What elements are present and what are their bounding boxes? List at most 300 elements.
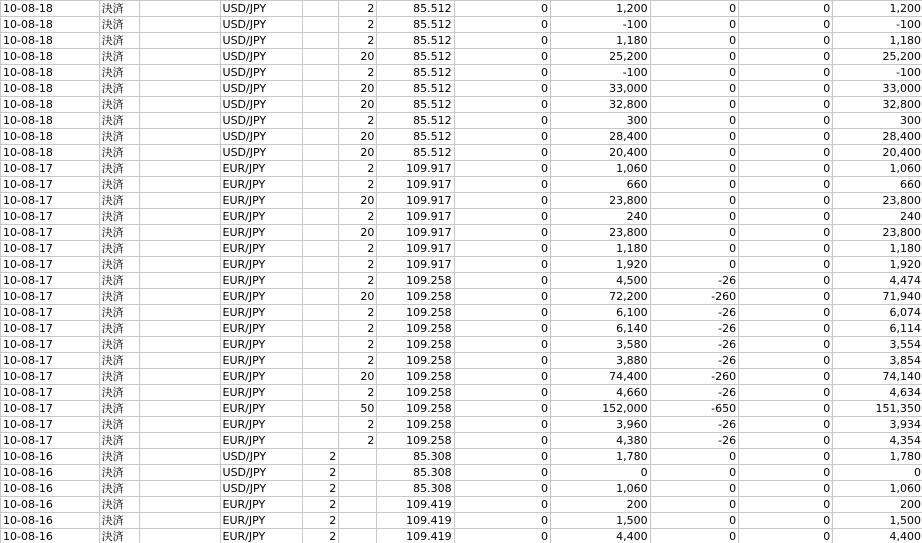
cell-total[interactable]: 1,060 (833, 481, 922, 497)
cell-type[interactable]: 決済 (99, 305, 139, 321)
cell-profit[interactable]: 240 (550, 209, 650, 225)
cell-profit[interactable]: 4,660 (550, 385, 650, 401)
cell-total[interactable]: 33,000 (833, 81, 922, 97)
cell-c2[interactable]: 0 (739, 401, 833, 417)
cell-c2[interactable]: 0 (739, 209, 833, 225)
cell-blank[interactable] (139, 369, 220, 385)
cell-total[interactable]: 1,920 (833, 257, 922, 273)
cell-pair[interactable]: EUR/JPY (220, 273, 303, 289)
cell-blank[interactable] (139, 513, 220, 529)
cell-lots_a[interactable] (303, 225, 339, 241)
cell-c2[interactable]: 0 (739, 321, 833, 337)
cell-price[interactable]: 85.308 (377, 449, 454, 465)
cell-profit[interactable]: 4,400 (550, 529, 650, 543)
cell-blank[interactable] (139, 433, 220, 449)
cell-date[interactable]: 10-08-17 (1, 321, 100, 337)
cell-price[interactable]: 85.308 (377, 465, 454, 481)
cell-total[interactable]: 200 (833, 497, 922, 513)
cell-price[interactable]: 109.917 (377, 241, 454, 257)
cell-type[interactable]: 決済 (99, 193, 139, 209)
cell-c0[interactable]: 0 (454, 257, 550, 273)
cell-lots_a[interactable] (303, 241, 339, 257)
cell-profit[interactable]: 3,580 (550, 337, 650, 353)
cell-lots_a[interactable] (303, 97, 339, 113)
cell-profit[interactable]: 1,060 (550, 161, 650, 177)
cell-price[interactable]: 109.917 (377, 161, 454, 177)
cell-c2[interactable]: 0 (739, 17, 833, 33)
cell-total[interactable]: 1,180 (833, 241, 922, 257)
cell-total[interactable]: 4,634 (833, 385, 922, 401)
cell-lots_b[interactable]: 2 (339, 353, 377, 369)
cell-blank[interactable] (139, 193, 220, 209)
cell-swap[interactable]: 0 (650, 257, 738, 273)
cell-lots_b[interactable]: 2 (339, 385, 377, 401)
cell-lots_a[interactable] (303, 33, 339, 49)
cell-c2[interactable]: 0 (739, 81, 833, 97)
cell-total[interactable]: 71,940 (833, 289, 922, 305)
cell-price[interactable]: 109.917 (377, 257, 454, 273)
cell-lots_a[interactable] (303, 17, 339, 33)
cell-total[interactable]: 1,500 (833, 513, 922, 529)
cell-price[interactable]: 109.258 (377, 337, 454, 353)
cell-c0[interactable]: 0 (454, 305, 550, 321)
cell-swap[interactable]: 0 (650, 465, 738, 481)
cell-price[interactable]: 109.419 (377, 497, 454, 513)
cell-profit[interactable]: 1,180 (550, 241, 650, 257)
cell-c0[interactable]: 0 (454, 369, 550, 385)
cell-blank[interactable] (139, 97, 220, 113)
cell-swap[interactable]: 0 (650, 49, 738, 65)
cell-total[interactable]: 240 (833, 209, 922, 225)
cell-blank[interactable] (139, 225, 220, 241)
cell-lots_b[interactable]: 20 (339, 289, 377, 305)
cell-c2[interactable]: 0 (739, 465, 833, 481)
cell-c2[interactable]: 0 (739, 193, 833, 209)
cell-pair[interactable]: USD/JPY (220, 65, 303, 81)
cell-pair[interactable]: USD/JPY (220, 17, 303, 33)
cell-pair[interactable]: USD/JPY (220, 465, 303, 481)
cell-lots_a[interactable] (303, 273, 339, 289)
cell-swap[interactable]: 0 (650, 225, 738, 241)
cell-date[interactable]: 10-08-18 (1, 17, 100, 33)
cell-c2[interactable]: 0 (739, 513, 833, 529)
cell-blank[interactable] (139, 81, 220, 97)
cell-c2[interactable]: 0 (739, 529, 833, 543)
cell-total[interactable]: 23,800 (833, 193, 922, 209)
cell-total[interactable]: 6,074 (833, 305, 922, 321)
cell-profit[interactable]: 0 (550, 465, 650, 481)
cell-c0[interactable]: 0 (454, 353, 550, 369)
cell-type[interactable]: 決済 (99, 465, 139, 481)
cell-date[interactable]: 10-08-18 (1, 49, 100, 65)
cell-lots_b[interactable]: 2 (339, 321, 377, 337)
cell-type[interactable]: 決済 (99, 161, 139, 177)
cell-blank[interactable] (139, 145, 220, 161)
cell-c0[interactable]: 0 (454, 385, 550, 401)
cell-type[interactable]: 決済 (99, 401, 139, 417)
cell-swap[interactable]: 0 (650, 193, 738, 209)
cell-price[interactable]: 85.512 (377, 113, 454, 129)
cell-profit[interactable]: 3,880 (550, 353, 650, 369)
cell-lots_b[interactable]: 20 (339, 193, 377, 209)
cell-lots_b[interactable]: 2 (339, 433, 377, 449)
cell-pair[interactable]: EUR/JPY (220, 353, 303, 369)
cell-lots_a[interactable] (303, 321, 339, 337)
cell-swap[interactable]: 0 (650, 177, 738, 193)
cell-date[interactable]: 10-08-17 (1, 369, 100, 385)
cell-total[interactable]: 300 (833, 113, 922, 129)
cell-date[interactable]: 10-08-18 (1, 97, 100, 113)
cell-c0[interactable]: 0 (454, 433, 550, 449)
cell-c0[interactable]: 0 (454, 401, 550, 417)
cell-blank[interactable] (139, 241, 220, 257)
cell-date[interactable]: 10-08-17 (1, 273, 100, 289)
cell-c2[interactable]: 0 (739, 1, 833, 17)
cell-profit[interactable]: 3,960 (550, 417, 650, 433)
cell-swap[interactable]: 0 (650, 33, 738, 49)
cell-lots_a[interactable] (303, 369, 339, 385)
cell-c0[interactable]: 0 (454, 481, 550, 497)
cell-date[interactable]: 10-08-17 (1, 161, 100, 177)
cell-total[interactable]: 1,780 (833, 449, 922, 465)
cell-price[interactable]: 85.512 (377, 65, 454, 81)
cell-c0[interactable]: 0 (454, 289, 550, 305)
cell-c0[interactable]: 0 (454, 81, 550, 97)
cell-profit[interactable]: 25,200 (550, 49, 650, 65)
cell-blank[interactable] (139, 465, 220, 481)
cell-blank[interactable] (139, 417, 220, 433)
cell-type[interactable]: 決済 (99, 1, 139, 17)
cell-total[interactable]: 660 (833, 177, 922, 193)
cell-swap[interactable]: 0 (650, 113, 738, 129)
cell-swap[interactable]: -260 (650, 369, 738, 385)
cell-total[interactable]: -100 (833, 65, 922, 81)
cell-lots_b[interactable]: 20 (339, 369, 377, 385)
cell-lots_a[interactable] (303, 401, 339, 417)
cell-swap[interactable]: -26 (650, 353, 738, 369)
cell-pair[interactable]: EUR/JPY (220, 305, 303, 321)
cell-type[interactable]: 決済 (99, 497, 139, 513)
cell-c2[interactable]: 0 (739, 257, 833, 273)
cell-swap[interactable]: 0 (650, 17, 738, 33)
cell-lots_b[interactable]: 20 (339, 129, 377, 145)
cell-lots_a[interactable]: 2 (303, 481, 339, 497)
cell-date[interactable]: 10-08-17 (1, 385, 100, 401)
cell-lots_b[interactable] (339, 449, 377, 465)
cell-swap[interactable]: 0 (650, 449, 738, 465)
cell-type[interactable]: 決済 (99, 513, 139, 529)
cell-lots_a[interactable] (303, 161, 339, 177)
cell-lots_a[interactable] (303, 1, 339, 17)
cell-blank[interactable] (139, 289, 220, 305)
cell-lots_b[interactable] (339, 529, 377, 543)
cell-lots_b[interactable] (339, 513, 377, 529)
cell-profit[interactable]: -100 (550, 17, 650, 33)
cell-swap[interactable]: 0 (650, 65, 738, 81)
cell-pair[interactable]: EUR/JPY (220, 369, 303, 385)
cell-price[interactable]: 85.308 (377, 481, 454, 497)
cell-pair[interactable]: USD/JPY (220, 1, 303, 17)
cell-profit[interactable]: 1,500 (550, 513, 650, 529)
cell-type[interactable]: 決済 (99, 529, 139, 543)
cell-lots_b[interactable] (339, 465, 377, 481)
cell-c2[interactable]: 0 (739, 273, 833, 289)
cell-lots_a[interactable] (303, 257, 339, 273)
cell-profit[interactable]: 660 (550, 177, 650, 193)
cell-swap[interactable]: -26 (650, 273, 738, 289)
cell-blank[interactable] (139, 129, 220, 145)
cell-profit[interactable]: 33,000 (550, 81, 650, 97)
cell-pair[interactable]: EUR/JPY (220, 529, 303, 543)
cell-lots_a[interactable] (303, 385, 339, 401)
cell-swap[interactable]: -26 (650, 433, 738, 449)
cell-type[interactable]: 決済 (99, 49, 139, 65)
cell-pair[interactable]: USD/JPY (220, 97, 303, 113)
cell-c0[interactable]: 0 (454, 273, 550, 289)
cell-c0[interactable]: 0 (454, 129, 550, 145)
cell-lots_a[interactable]: 2 (303, 529, 339, 543)
cell-profit[interactable]: 74,400 (550, 369, 650, 385)
cell-blank[interactable] (139, 33, 220, 49)
cell-price[interactable]: 109.258 (377, 385, 454, 401)
cell-profit[interactable]: 4,380 (550, 433, 650, 449)
cell-type[interactable]: 決済 (99, 257, 139, 273)
cell-price[interactable]: 109.258 (377, 369, 454, 385)
cell-profit[interactable]: 20,400 (550, 145, 650, 161)
cell-c0[interactable]: 0 (454, 65, 550, 81)
cell-c2[interactable]: 0 (739, 289, 833, 305)
cell-lots_a[interactable] (303, 209, 339, 225)
cell-pair[interactable]: EUR/JPY (220, 257, 303, 273)
cell-swap[interactable]: 0 (650, 241, 738, 257)
cell-pair[interactable]: EUR/JPY (220, 513, 303, 529)
cell-price[interactable]: 109.917 (377, 193, 454, 209)
cell-profit[interactable]: 32,800 (550, 97, 650, 113)
cell-c2[interactable]: 0 (739, 49, 833, 65)
cell-price[interactable]: 109.419 (377, 513, 454, 529)
cell-c2[interactable]: 0 (739, 129, 833, 145)
cell-pair[interactable]: EUR/JPY (220, 417, 303, 433)
cell-lots_a[interactable] (303, 193, 339, 209)
cell-type[interactable]: 決済 (99, 129, 139, 145)
cell-total[interactable]: 4,474 (833, 273, 922, 289)
cell-lots_a[interactable]: 2 (303, 465, 339, 481)
cell-type[interactable]: 決済 (99, 81, 139, 97)
cell-profit[interactable]: 1,060 (550, 481, 650, 497)
cell-c2[interactable]: 0 (739, 161, 833, 177)
cell-type[interactable]: 決済 (99, 33, 139, 49)
cell-type[interactable]: 決済 (99, 177, 139, 193)
cell-c0[interactable]: 0 (454, 465, 550, 481)
cell-swap[interactable]: -650 (650, 401, 738, 417)
cell-profit[interactable]: 4,500 (550, 273, 650, 289)
cell-c2[interactable]: 0 (739, 225, 833, 241)
cell-total[interactable]: 3,854 (833, 353, 922, 369)
cell-date[interactable]: 10-08-16 (1, 481, 100, 497)
cell-total[interactable]: 1,060 (833, 161, 922, 177)
cell-profit[interactable]: 23,800 (550, 225, 650, 241)
cell-lots_b[interactable]: 2 (339, 305, 377, 321)
cell-pair[interactable]: USD/JPY (220, 449, 303, 465)
cell-lots_a[interactable] (303, 145, 339, 161)
cell-lots_a[interactable] (303, 177, 339, 193)
cell-lots_b[interactable]: 2 (339, 65, 377, 81)
cell-total[interactable]: -100 (833, 17, 922, 33)
cell-c0[interactable]: 0 (454, 321, 550, 337)
cell-date[interactable]: 10-08-17 (1, 353, 100, 369)
cell-lots_a[interactable] (303, 337, 339, 353)
cell-date[interactable]: 10-08-16 (1, 513, 100, 529)
cell-date[interactable]: 10-08-17 (1, 257, 100, 273)
cell-type[interactable]: 決済 (99, 289, 139, 305)
cell-total[interactable]: 20,400 (833, 145, 922, 161)
cell-blank[interactable] (139, 529, 220, 543)
cell-c2[interactable]: 0 (739, 305, 833, 321)
cell-profit[interactable]: 6,100 (550, 305, 650, 321)
cell-price[interactable]: 85.512 (377, 145, 454, 161)
cell-price[interactable]: 109.258 (377, 273, 454, 289)
cell-lots_b[interactable]: 2 (339, 33, 377, 49)
cell-price[interactable]: 109.258 (377, 417, 454, 433)
cell-c0[interactable]: 0 (454, 17, 550, 33)
cell-swap[interactable]: 0 (650, 529, 738, 543)
cell-swap[interactable]: 0 (650, 497, 738, 513)
cell-pair[interactable]: EUR/JPY (220, 321, 303, 337)
cell-date[interactable]: 10-08-18 (1, 113, 100, 129)
cell-lots_a[interactable] (303, 305, 339, 321)
cell-type[interactable]: 決済 (99, 353, 139, 369)
cell-lots_b[interactable]: 2 (339, 257, 377, 273)
cell-lots_b[interactable] (339, 481, 377, 497)
cell-pair[interactable]: EUR/JPY (220, 385, 303, 401)
cell-profit[interactable]: 1,180 (550, 33, 650, 49)
cell-date[interactable]: 10-08-17 (1, 241, 100, 257)
cell-blank[interactable] (139, 449, 220, 465)
cell-date[interactable]: 10-08-17 (1, 289, 100, 305)
cell-c0[interactable]: 0 (454, 1, 550, 17)
cell-lots_b[interactable]: 50 (339, 401, 377, 417)
cell-total[interactable]: 151,350 (833, 401, 922, 417)
cell-type[interactable]: 決済 (99, 273, 139, 289)
cell-blank[interactable] (139, 497, 220, 513)
cell-c2[interactable]: 0 (739, 417, 833, 433)
cell-c2[interactable]: 0 (739, 337, 833, 353)
cell-c0[interactable]: 0 (454, 49, 550, 65)
cell-price[interactable]: 85.512 (377, 129, 454, 145)
cell-price[interactable]: 109.258 (377, 321, 454, 337)
cell-price[interactable]: 109.258 (377, 289, 454, 305)
cell-profit[interactable]: 1,780 (550, 449, 650, 465)
cell-total[interactable]: 4,354 (833, 433, 922, 449)
cell-type[interactable]: 決済 (99, 337, 139, 353)
cell-swap[interactable]: -26 (650, 321, 738, 337)
cell-type[interactable]: 決済 (99, 113, 139, 129)
cell-date[interactable]: 10-08-17 (1, 305, 100, 321)
cell-pair[interactable]: EUR/JPY (220, 193, 303, 209)
cell-pair[interactable]: USD/JPY (220, 481, 303, 497)
cell-c0[interactable]: 0 (454, 113, 550, 129)
cell-lots_b[interactable] (339, 497, 377, 513)
cell-pair[interactable]: EUR/JPY (220, 241, 303, 257)
cell-pair[interactable]: USD/JPY (220, 129, 303, 145)
cell-lots_b[interactable]: 2 (339, 241, 377, 257)
cell-date[interactable]: 10-08-16 (1, 449, 100, 465)
cell-blank[interactable] (139, 49, 220, 65)
cell-c2[interactable]: 0 (739, 65, 833, 81)
cell-lots_b[interactable]: 20 (339, 49, 377, 65)
cell-lots_a[interactable]: 2 (303, 497, 339, 513)
cell-profit[interactable]: 23,800 (550, 193, 650, 209)
cell-c0[interactable]: 0 (454, 177, 550, 193)
cell-c2[interactable]: 0 (739, 433, 833, 449)
cell-blank[interactable] (139, 1, 220, 17)
cell-blank[interactable] (139, 161, 220, 177)
cell-c0[interactable]: 0 (454, 33, 550, 49)
cell-c2[interactable]: 0 (739, 369, 833, 385)
cell-date[interactable]: 10-08-18 (1, 65, 100, 81)
cell-lots_b[interactable]: 2 (339, 17, 377, 33)
cell-price[interactable]: 109.917 (377, 225, 454, 241)
cell-total[interactable]: 1,200 (833, 1, 922, 17)
cell-pair[interactable]: EUR/JPY (220, 497, 303, 513)
cell-price[interactable]: 85.512 (377, 33, 454, 49)
cell-profit[interactable]: 72,200 (550, 289, 650, 305)
cell-date[interactable]: 10-08-17 (1, 433, 100, 449)
cell-price[interactable]: 109.917 (377, 209, 454, 225)
cell-swap[interactable]: 0 (650, 145, 738, 161)
cell-lots_b[interactable]: 2 (339, 177, 377, 193)
cell-total[interactable]: 23,800 (833, 225, 922, 241)
cell-swap[interactable]: -26 (650, 385, 738, 401)
cell-lots_a[interactable] (303, 129, 339, 145)
cell-type[interactable]: 決済 (99, 65, 139, 81)
cell-price[interactable]: 85.512 (377, 17, 454, 33)
cell-c2[interactable]: 0 (739, 385, 833, 401)
cell-pair[interactable]: EUR/JPY (220, 289, 303, 305)
cell-c0[interactable]: 0 (454, 145, 550, 161)
cell-date[interactable]: 10-08-17 (1, 193, 100, 209)
cell-c0[interactable]: 0 (454, 209, 550, 225)
cell-total[interactable]: 32,800 (833, 97, 922, 113)
cell-type[interactable]: 決済 (99, 241, 139, 257)
cell-swap[interactable]: 0 (650, 209, 738, 225)
cell-swap[interactable]: 0 (650, 513, 738, 529)
cell-type[interactable]: 決済 (99, 433, 139, 449)
cell-price[interactable]: 109.258 (377, 305, 454, 321)
cell-c2[interactable]: 0 (739, 353, 833, 369)
cell-date[interactable]: 10-08-16 (1, 465, 100, 481)
cell-swap[interactable]: -260 (650, 289, 738, 305)
cell-pair[interactable]: USD/JPY (220, 81, 303, 97)
cell-c2[interactable]: 0 (739, 449, 833, 465)
cell-type[interactable]: 決済 (99, 17, 139, 33)
cell-pair[interactable]: EUR/JPY (220, 433, 303, 449)
cell-date[interactable]: 10-08-17 (1, 401, 100, 417)
cell-lots_a[interactable] (303, 353, 339, 369)
cell-date[interactable]: 10-08-18 (1, 129, 100, 145)
cell-c2[interactable]: 0 (739, 241, 833, 257)
cell-pair[interactable]: USD/JPY (220, 49, 303, 65)
cell-date[interactable]: 10-08-17 (1, 177, 100, 193)
cell-swap[interactable]: 0 (650, 1, 738, 17)
cell-lots_a[interactable] (303, 81, 339, 97)
cell-profit[interactable]: 28,400 (550, 129, 650, 145)
cell-lots_a[interactable]: 2 (303, 449, 339, 465)
cell-lots_b[interactable]: 2 (339, 161, 377, 177)
cell-swap[interactable]: 0 (650, 129, 738, 145)
cell-date[interactable]: 10-08-17 (1, 417, 100, 433)
cell-pair[interactable]: USD/JPY (220, 33, 303, 49)
